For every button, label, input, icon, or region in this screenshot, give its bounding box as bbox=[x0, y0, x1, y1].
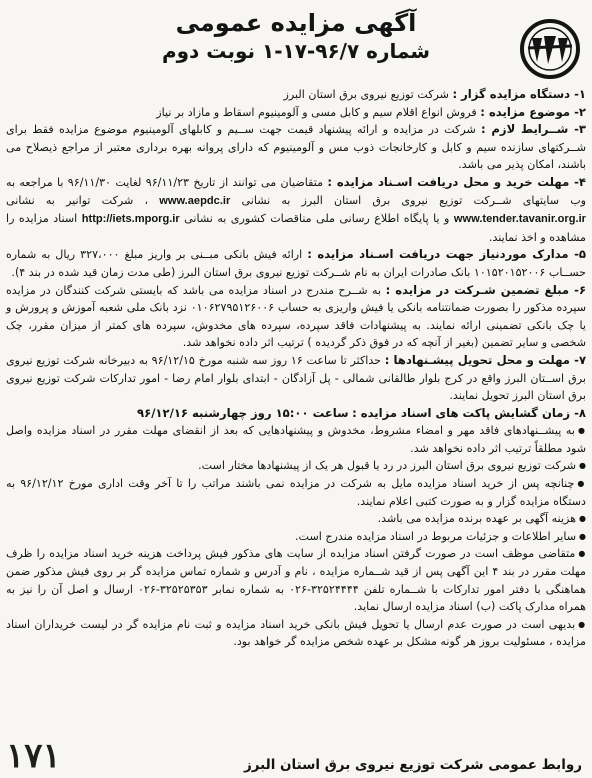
section-required-documents bbox=[6, 246, 586, 281]
section-opening bbox=[6, 405, 586, 423]
notice-body bbox=[6, 86, 586, 651]
section-heading: ۳- شــرایط لازم : bbox=[481, 122, 586, 137]
note-item: ● سایر اطلاعات و جزئیات مربوط در اسناد مزایده مندرج است. bbox=[6, 528, 586, 546]
note-item: ● هزینه آگهی بر عهده برنده مزایده می باشد. bbox=[6, 510, 586, 528]
section-subject bbox=[6, 104, 586, 122]
section-heading: ۷- مهلت و محل تحویل پیشـنهادها : bbox=[384, 352, 587, 367]
section-text: ساعت ۱۵:۰۰ روز چهارشنبه ۹۶/۱۲/۱۶ bbox=[137, 405, 349, 420]
note-item: ● به پیشــنهادهای فاقد مهر و امضاء مشروط، مخدوش و پیشنهادهایی که بعد از انقضای مهلت مقرر در اسناد مزایده واصل شود مطلقاً ترتیب اثر داده نخواهد شد. bbox=[6, 422, 586, 457]
tavanir-website-link[interactable]: www.tender.tavanir.org.ir bbox=[453, 213, 586, 226]
utility-power-logo-icon bbox=[518, 18, 582, 80]
section-guarantee bbox=[6, 282, 586, 352]
notice-number: شماره ۹۶/۷-۱۷-۱ نوبت دوم bbox=[161, 39, 431, 63]
section-text: به شــرح مندرج در اسناد مزایده می باشد که بایستی شرکت کنندگان در مزایده سپرده مذکور را بصورت ضمانتنامه بانکی یا فیش واریزی به حساب ۰۱۰۶۲۷۹۵۱۲۶۰۰۶ نزد بانک ملی شعبه آموزش و پرورش و یا چک بانکی تضمینی ارائه نمایند. به پیشنهادات فاقد سپرده، سپرده های مخدوش، سپرده های کمتر از میزان مقرر، چک شخصی و سایر تضمین (بغیر از آنچه که در فوق ذکر گردیده ) ترتیب اثر داده نخواهد شد. bbox=[6, 283, 587, 350]
public-relations-signature: روابط عمومی شرکت توزیع نیروی برق استان البرز bbox=[243, 757, 582, 773]
section-text: فروش انواع اقلام سیم و کابل مسی و آلومینیوم اسقاط و مازاد بر نیاز bbox=[156, 105, 477, 119]
section-text: حداکثر تا ساعت ۱۶ روز سه شنبه مورخ ۹۶/۱۲/۱۵ به دبیرخانه شرکت توزیع نیروی برق اســتان البرز واقع در کرج بلوار طالقانی شمالی - پل آزادگان - ابتدای بلوار امام رضا - امور تدارکات شرکت توزیع نیروی برق استان البرز تحویل نمایند. bbox=[6, 353, 586, 403]
section-heading: ۱- دستگاه مزایده گزار : bbox=[452, 87, 586, 101]
section-heading: ۲- موضوع مزایده : bbox=[480, 104, 586, 119]
section-text: اسناد مزایده را مشاهده و اخذ نمایند. bbox=[6, 212, 586, 244]
section-heading: ۵- مدارک موردنیاز جهت دریافت اسـناد مزایده : bbox=[307, 247, 586, 262]
section-heading: ۸- زمان گشایش پاکت های اسناد مزایده : bbox=[352, 405, 586, 420]
section-organizer bbox=[6, 86, 586, 104]
note-item: ● متقاضی موظف است در صورت گرفتن اسناد مزایده از سایت های مذکور فیش پرداخت هزینه خرید اسناد مزایده را ظرف مهلت مقرر در بند ۴ این آگهی پس از قید شــماره مزایده ، نام و آدرس و شماره تماس مزایده گر بر روی فیش مذکور ضمن هماهنگی با دفتر امور تدارکات با شــماره تلفن ۳۲۵۲۴۴۴۴-۰۲۶ به شماره نمابر ۳۲۵۲۵۳۵۳-۰۲۶ ارسال و اصل آن را نیز به همراه مدارک پاکت (ب) اسناد مزایده ارسال نماید. bbox=[6, 545, 586, 615]
section-submission bbox=[6, 352, 586, 405]
aepdc-website-link[interactable]: www.aepdc.ir bbox=[159, 194, 231, 207]
section-document-purchase bbox=[6, 174, 586, 246]
section-text: ارائه فیش بانکی مبــنی بر واریز مبلغ ۳۲۷،۰۰۰ ریال به شماره حســاب ۱۰۱۵۲۰۱۵۲۰۰۶ بانک صادرات ایران به نام شــرکت توزیع نیروی برق استان البرز (طی مدت زمان قید شده در بند ۴). bbox=[6, 248, 586, 279]
section-conditions bbox=[6, 121, 586, 174]
note-item: ● چنانچه پس از خرید اسناد مزایده مایل به شرکت در مزایده نمی باشند مراتب را تا آخر وقت اداری مورخ ۹۶/۱۲/۱۲ به دستگاه مزایده گزار و به صورت کتبی اعلام نمایند. bbox=[6, 475, 586, 510]
iets-website-link[interactable]: http://iets.mporg.ir bbox=[81, 213, 180, 226]
section-heading: ۴- مهلت خرید و محل دریافت اسـناد مزایده : bbox=[327, 174, 586, 189]
section-text: شرکت توزیع نیروی برق استان البرز bbox=[283, 88, 449, 101]
notice-title: آگهی مزایده عمومی bbox=[175, 9, 417, 37]
section-text: متقاضیان می توانند از تاریخ ۹۶/۱۱/۲۳ لغایت ۹۶/۱۱/۳۰ با مراجعه به وب سایتهای شــرکت توزیع نیروی برق استان البرز به نشانی bbox=[6, 175, 587, 207]
note-item: ● بدیهی است در صورت عدم ارسال یا تحویل فیش بانکی خرید اسناد مزایده و ثبت نام مزایده گر در لیست خریداران اسناد مزایده ، مسئولیت بروز هر گونه مشکل بر عهده شخص مزایده گر خواهد بود. bbox=[6, 616, 586, 651]
section-heading: ۶- مبلغ تضمین شـرکت در مزایده : bbox=[385, 282, 587, 297]
section-text: و یا پایگاه اطلاع رسانی ملی مناقصات کشوری به نشانی bbox=[184, 212, 450, 226]
notice-header bbox=[6, 8, 586, 86]
notice-stamp-number: ۱۷۱ bbox=[6, 736, 61, 776]
section-text: ، شرکت توانیر به نشانی bbox=[6, 193, 149, 207]
note-item: ● شرکت توزیع نیروی برق استان البرز در رد یا قبول هر یک از پیشنهادها مختار است. bbox=[6, 457, 586, 475]
section-text: شرکت در مزایده و ارائه پیشنهاد قیمت جهت ســیم و کابلهای آلومینیوم موضوع مزایده فقط برای شــرکتهای سازنده سیم و کابل و کارخانجات ذوب مس و آلومینیوم که دارای پروانه بهره برداری معتبر از مراجع ذیصلاح می باشند، امکان پذیر می باشد. bbox=[6, 123, 586, 172]
